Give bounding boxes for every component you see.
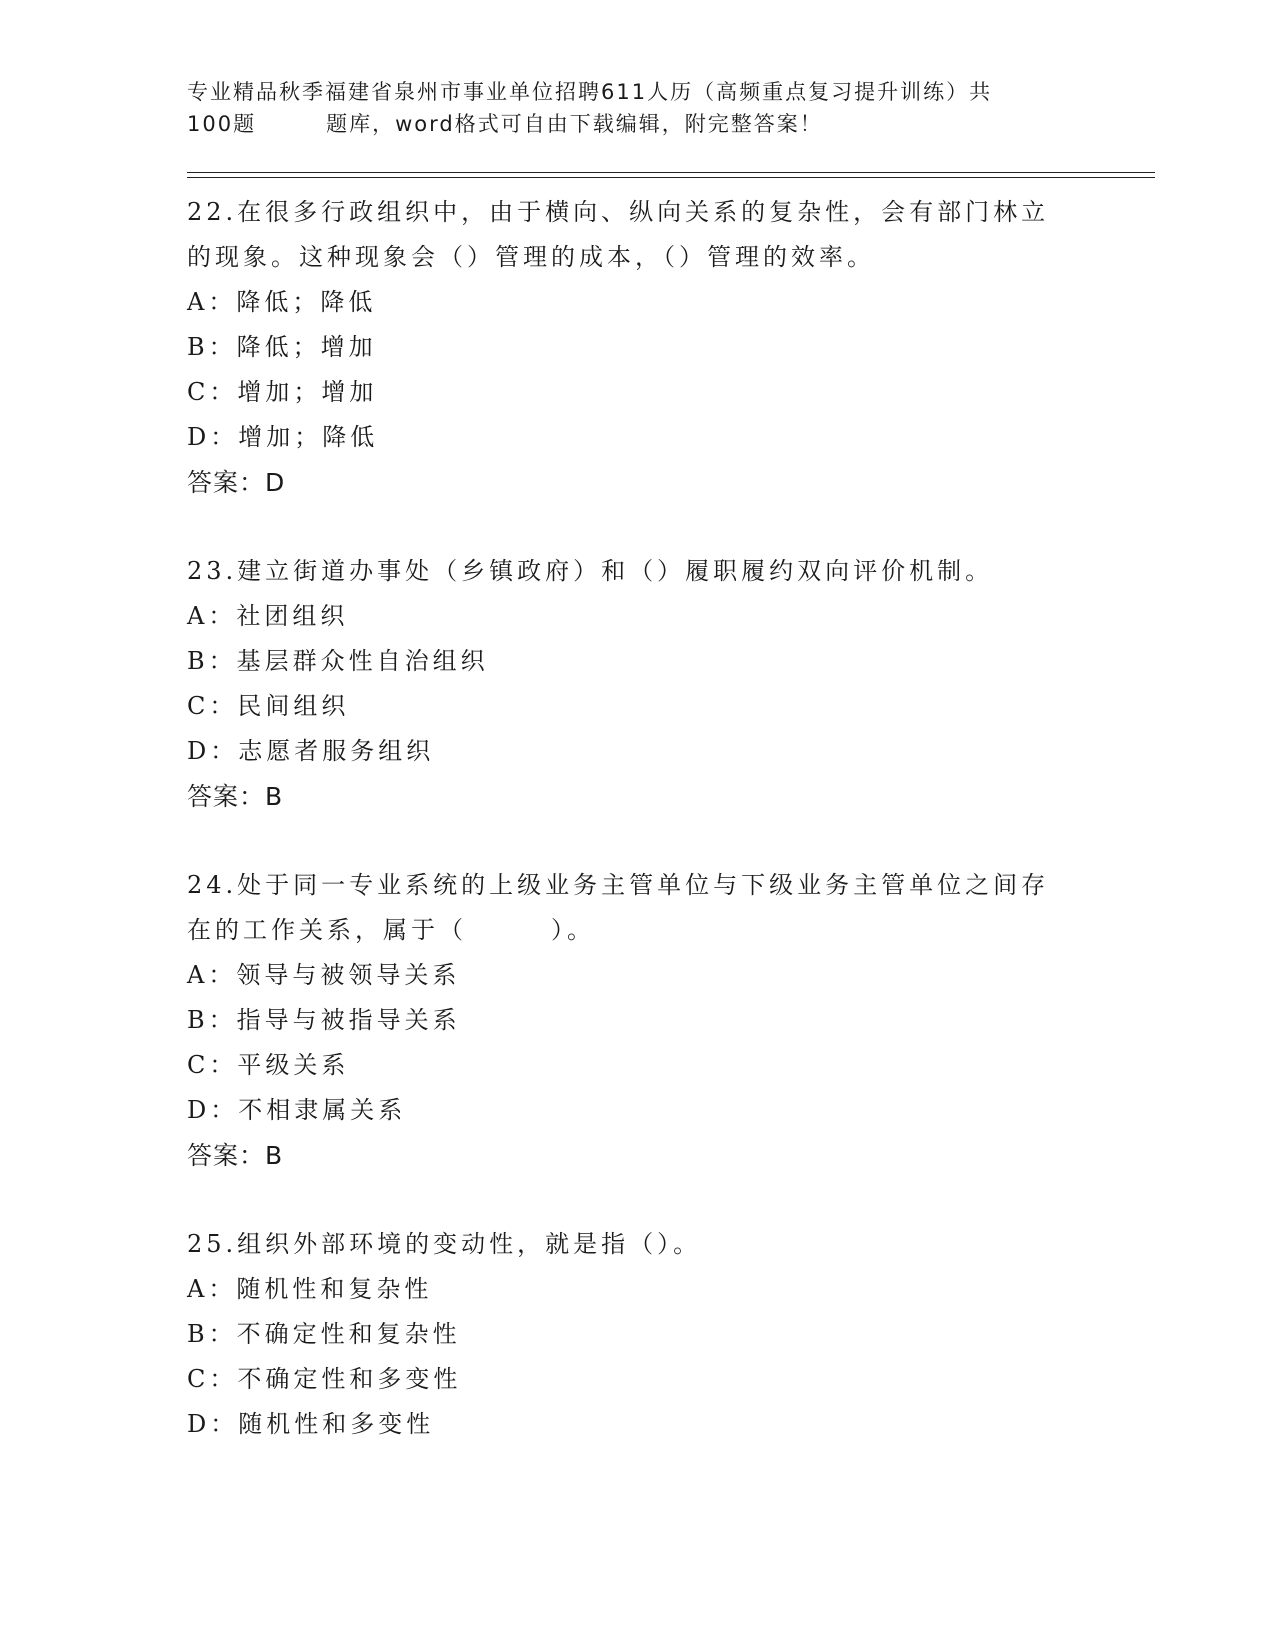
header-line-1: 专业精品秋季福建省泉州市事业单位招聘611人历（高频重点复习提升训练）共 — [187, 80, 993, 104]
question-stem: 25.组织外部环境的变动性，就是指（）。 — [187, 1230, 702, 1258]
option-b: B：基层群众性自治组织 — [187, 647, 489, 675]
option-b: B：降低；增加 — [187, 333, 377, 361]
option-d: D：随机性和多变性 — [187, 1410, 435, 1438]
option-a: A：降低；降低 — [187, 288, 377, 316]
option-c: C：民间组织 — [187, 692, 350, 720]
header-divider-bottom — [187, 177, 1155, 178]
option-b: B：指导与被指导关系 — [187, 1006, 461, 1034]
header-divider-top — [187, 172, 1155, 173]
question-25 — [187, 1222, 1147, 1447]
option-c: C：平级关系 — [187, 1051, 350, 1079]
stem-part: ）。 — [551, 916, 595, 944]
option-d: D：不相隶属关系 — [187, 1096, 407, 1124]
question-stem: 24.处于同一专业系统的上级业务主管单位与下级业务主管单位之间存 — [187, 871, 1050, 899]
answer: 答案：B — [187, 1141, 284, 1170]
stem-part: 在的工作关系，属于（ — [187, 916, 467, 944]
question-stem: 23.建立街道办事处（乡镇政府）和（）履职履约双向评价机制。 — [187, 557, 994, 585]
option-c: C：不确定性和多变性 — [187, 1365, 462, 1393]
question-stem: 22.在很多行政组织中，由于横向、纵向关系的复杂性，会有部门林立 — [187, 198, 1050, 226]
option-d: D：志愿者服务组织 — [187, 737, 435, 765]
question-23 — [187, 549, 1147, 819]
question-22 — [187, 190, 1147, 505]
answer: 答案：D — [187, 468, 286, 497]
answer: 答案：B — [187, 782, 284, 811]
option-a: A：社团组织 — [187, 602, 349, 630]
option-a: A：随机性和复杂性 — [187, 1275, 433, 1303]
header-line-2 — [187, 108, 1077, 140]
option-c: C：增加；增加 — [187, 378, 378, 406]
header-description: 题库，word格式可自由下载编辑，附完整答案！ — [326, 112, 823, 136]
option-b: B：不确定性和复杂性 — [187, 1320, 461, 1348]
question-list — [187, 190, 1147, 1491]
header-count: 100题 — [187, 112, 257, 136]
document-header — [187, 76, 1077, 140]
option-a: A：领导与被领导关系 — [187, 961, 461, 989]
question-stem: 的现象。这种现象会（）管理的成本，（）管理的效率。 — [187, 243, 875, 271]
question-24 — [187, 863, 1147, 1178]
question-stem — [187, 908, 1147, 953]
option-d: D：增加；降低 — [187, 423, 379, 451]
